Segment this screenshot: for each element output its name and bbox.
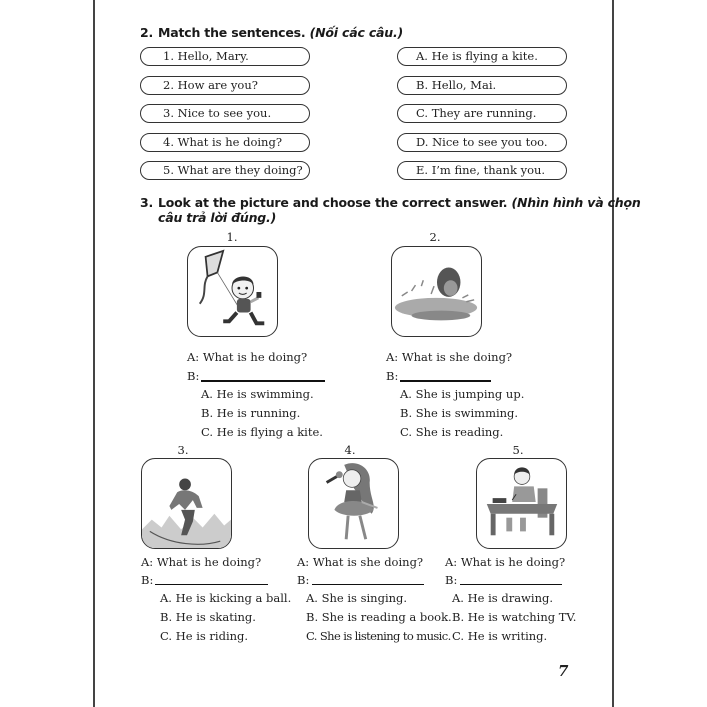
match-left-item[interactable]: 1. Hello, Mary. bbox=[140, 47, 310, 66]
question-text: A: What is she doing? bbox=[297, 555, 424, 569]
answer-blank[interactable] bbox=[400, 380, 491, 382]
exercise-3-heading bbox=[140, 195, 641, 210]
answer-prefix: B: bbox=[187, 369, 200, 383]
question-text: A: What is he doing? bbox=[141, 555, 262, 569]
item-number: 2. bbox=[429, 230, 441, 244]
match-right-item[interactable]: A. He is flying a kite. bbox=[397, 47, 567, 66]
match-right-item[interactable]: C. They are running. bbox=[397, 104, 567, 123]
answer-prefix: B: bbox=[141, 573, 154, 587]
option-c[interactable]: C. He is riding. bbox=[160, 629, 249, 643]
option-b[interactable]: B. She is reading a book. bbox=[306, 610, 452, 624]
page-border-left bbox=[93, 0, 95, 707]
answer-blank[interactable] bbox=[312, 584, 424, 585]
boy-writing-at-desk-illustration bbox=[477, 459, 566, 548]
question-text: A: What is he doing? bbox=[187, 350, 308, 364]
answer-prefix: B: bbox=[297, 573, 310, 587]
option-b[interactable]: B. She is swimming. bbox=[400, 406, 519, 420]
exercise-number: 2. bbox=[140, 25, 154, 40]
boy-flying-kite-illustration bbox=[188, 247, 277, 336]
option-c[interactable]: C. He is writing. bbox=[452, 629, 548, 643]
option-c[interactable]: C. He is flying a kite. bbox=[201, 425, 323, 439]
man-skating-illustration bbox=[142, 459, 231, 548]
option-b[interactable]: B. He is running. bbox=[201, 406, 301, 420]
picture-girl-singing bbox=[308, 458, 399, 549]
match-left-item[interactable]: 3. Nice to see you. bbox=[140, 104, 310, 123]
item-number: 4. bbox=[344, 443, 356, 457]
answer-blank[interactable] bbox=[460, 584, 562, 585]
exercise-number: 3. bbox=[140, 195, 154, 210]
option-b[interactable]: B. He is skating. bbox=[160, 610, 256, 624]
item-number: 5. bbox=[512, 443, 524, 457]
item-number: 3. bbox=[177, 443, 189, 457]
question-text: A: What is she doing? bbox=[386, 350, 513, 364]
question-text: A: What is he doing? bbox=[445, 555, 566, 569]
picture-boy-flying-kite bbox=[187, 246, 278, 337]
picture-boy-writing-at-desk bbox=[476, 458, 567, 549]
option-a[interactable]: A. He is kicking a ball. bbox=[160, 591, 292, 605]
answer-prefix: B: bbox=[445, 573, 458, 587]
answer-prefix: B: bbox=[386, 369, 399, 383]
girl-swimming-illustration bbox=[392, 247, 481, 336]
option-c[interactable]: C. She is reading. bbox=[400, 425, 504, 439]
match-right-item[interactable]: D. Nice to see you too. bbox=[397, 133, 567, 152]
exercise-2-heading bbox=[140, 25, 403, 40]
answer-blank[interactable] bbox=[201, 380, 325, 382]
exercise-title: Match the sentences. bbox=[158, 25, 306, 40]
exercise-title-vi-cont: câu trả lời đúng.) bbox=[158, 210, 277, 225]
girl-singing-illustration bbox=[309, 459, 398, 548]
item-number: 1. bbox=[226, 230, 238, 244]
exercise-3-heading-line2 bbox=[158, 210, 276, 225]
page-border-right bbox=[612, 0, 614, 707]
exercise-title-vi: (Nhìn hình và chọn bbox=[511, 195, 641, 210]
exercise-title-vi: (Nối các câu.) bbox=[309, 25, 404, 40]
answer-blank[interactable] bbox=[155, 584, 268, 585]
match-right-item[interactable]: E. I’m fine, thank you. bbox=[397, 161, 567, 180]
picture-girl-swimming bbox=[391, 246, 482, 337]
option-a[interactable]: A. She is jumping up. bbox=[400, 387, 525, 401]
option-a[interactable]: A. He is drawing. bbox=[452, 591, 554, 605]
match-left-item[interactable]: 2. How are you? bbox=[140, 76, 310, 95]
match-left-item[interactable]: 4. What is he doing? bbox=[140, 133, 310, 152]
picture-man-skating bbox=[141, 458, 232, 549]
option-a[interactable]: A. She is singing. bbox=[306, 591, 408, 605]
option-b[interactable]: B. He is watching TV. bbox=[452, 610, 577, 624]
page-number: 7 bbox=[558, 662, 569, 680]
option-c[interactable]: C. She is listening to music. bbox=[306, 629, 451, 643]
exercise-title: Look at the picture and choose the correct answer. bbox=[158, 195, 508, 210]
match-left-item[interactable]: 5. What are they doing? bbox=[140, 161, 310, 180]
match-right-item[interactable]: B. Hello, Mai. bbox=[397, 76, 567, 95]
option-a[interactable]: A. He is swimming. bbox=[201, 387, 314, 401]
